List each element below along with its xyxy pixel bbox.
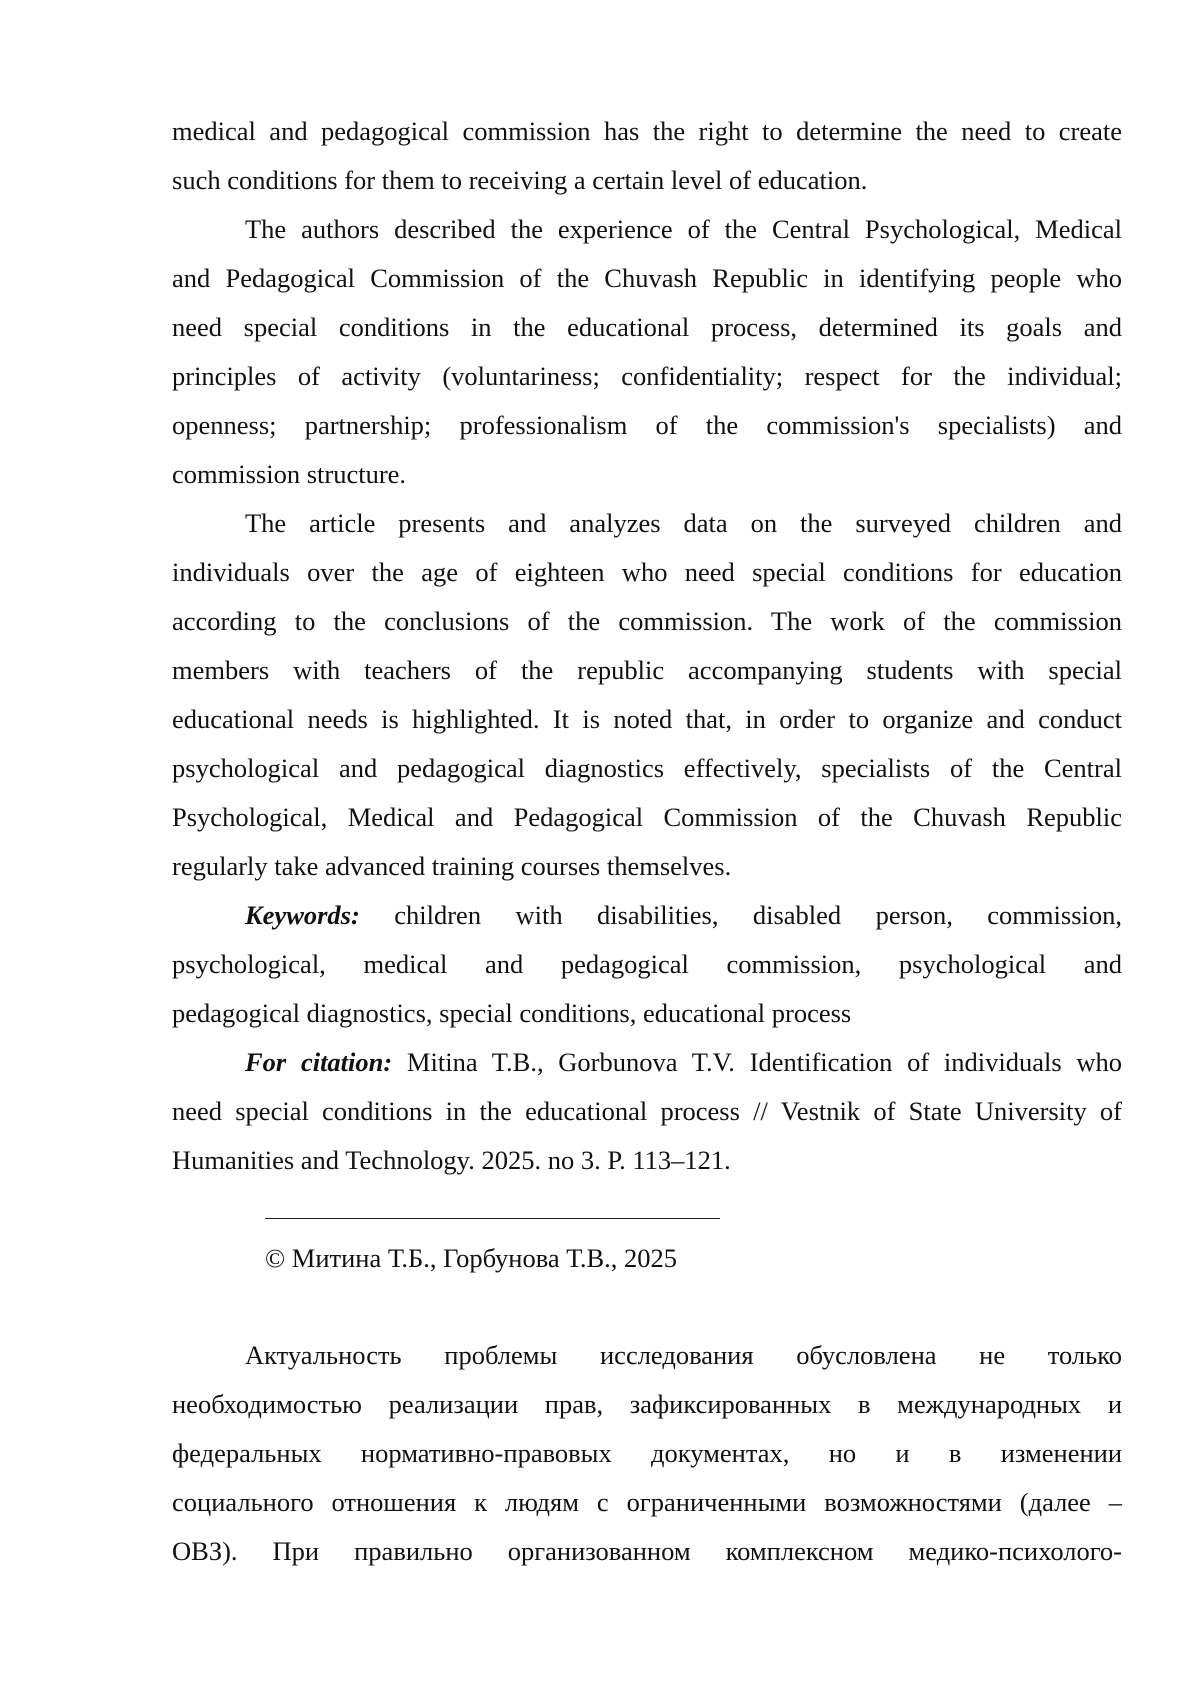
text-line: ОВЗ). При правильно организованном комплексном медико-психолого- <box>172 1527 1122 1576</box>
text-line: Актуальность проблемы исследования обусловлена не только <box>172 1331 1122 1380</box>
text-line: such conditions for them to receiving a certain level of education. <box>172 156 1122 205</box>
text-line: The authors described the experience of the Central Psychological, Medical <box>172 205 1122 254</box>
text-line: федеральных нормативно-правовых документах, но и в изменении <box>172 1429 1122 1478</box>
text-line: Humanities and Technology. 2025. no 3. P. 113–121. <box>172 1136 1122 1185</box>
text-line: pedagogical diagnostics, special conditions, educational process <box>172 989 1122 1038</box>
text-line: openness; partnership; professionalism of the commission's specialists) and <box>172 401 1122 450</box>
text-line: Psychological, Medical and Pedagogical Commission of the Chuvash Republic <box>172 793 1122 842</box>
text-line: необходимостью реализации прав, зафиксированных в международных и <box>172 1380 1122 1429</box>
copyright-notice: © Митина Т.Б., Горбунова Т.В., 2025 <box>265 1234 677 1283</box>
text-line: psychological, medical and pedagogical commission, psychological and <box>172 940 1122 989</box>
text-line: educational needs is highlighted. It is noted that, in order to organize and conduct <box>172 695 1122 744</box>
text-line: psychological and pedagogical diagnostics effectively, specialists of the Central <box>172 744 1122 793</box>
text-line: commission structure. <box>172 450 1122 499</box>
text-line: medical and pedagogical commission has the right to determine the need to create <box>172 107 1122 156</box>
text-line: need special conditions in the educational process, determined its goals and <box>172 303 1122 352</box>
text-line: need special conditions in the educational process // Vestnik of State University of <box>172 1087 1122 1136</box>
keywords-label: Keywords: <box>245 900 360 930</box>
text-line: The article presents and analyzes data on the surveyed children and <box>172 499 1122 548</box>
text-line: principles of activity (voluntariness; confidentiality; respect for the individual; <box>172 352 1122 401</box>
text-line: regularly take advanced training courses themselves. <box>172 842 1122 891</box>
text-line: members with teachers of the republic accompanying students with special <box>172 646 1122 695</box>
text-line: according to the conclusions of the commission. The work of the commission <box>172 597 1122 646</box>
keywords-text: children with disabilities, disabled person, commission, <box>360 900 1122 930</box>
text-line: социального отношения к людям с ограниченными возможностями (далее – <box>172 1478 1122 1527</box>
citation-label: For citation: <box>245 1047 392 1077</box>
footnote-separator <box>265 1218 720 1219</box>
body-text <box>172 1331 1122 1576</box>
citation-text: Mitina T.B., Gorbunova T.V. Identification of individuals who <box>392 1047 1122 1077</box>
text-line: individuals over the age of eighteen who need special conditions for education <box>172 548 1122 597</box>
citation-line <box>172 1038 1122 1087</box>
text-line: and Pedagogical Commission of the Chuvash Republic in identifying people who <box>172 254 1122 303</box>
abstract-text <box>172 107 1122 1185</box>
keywords-line <box>172 891 1122 940</box>
